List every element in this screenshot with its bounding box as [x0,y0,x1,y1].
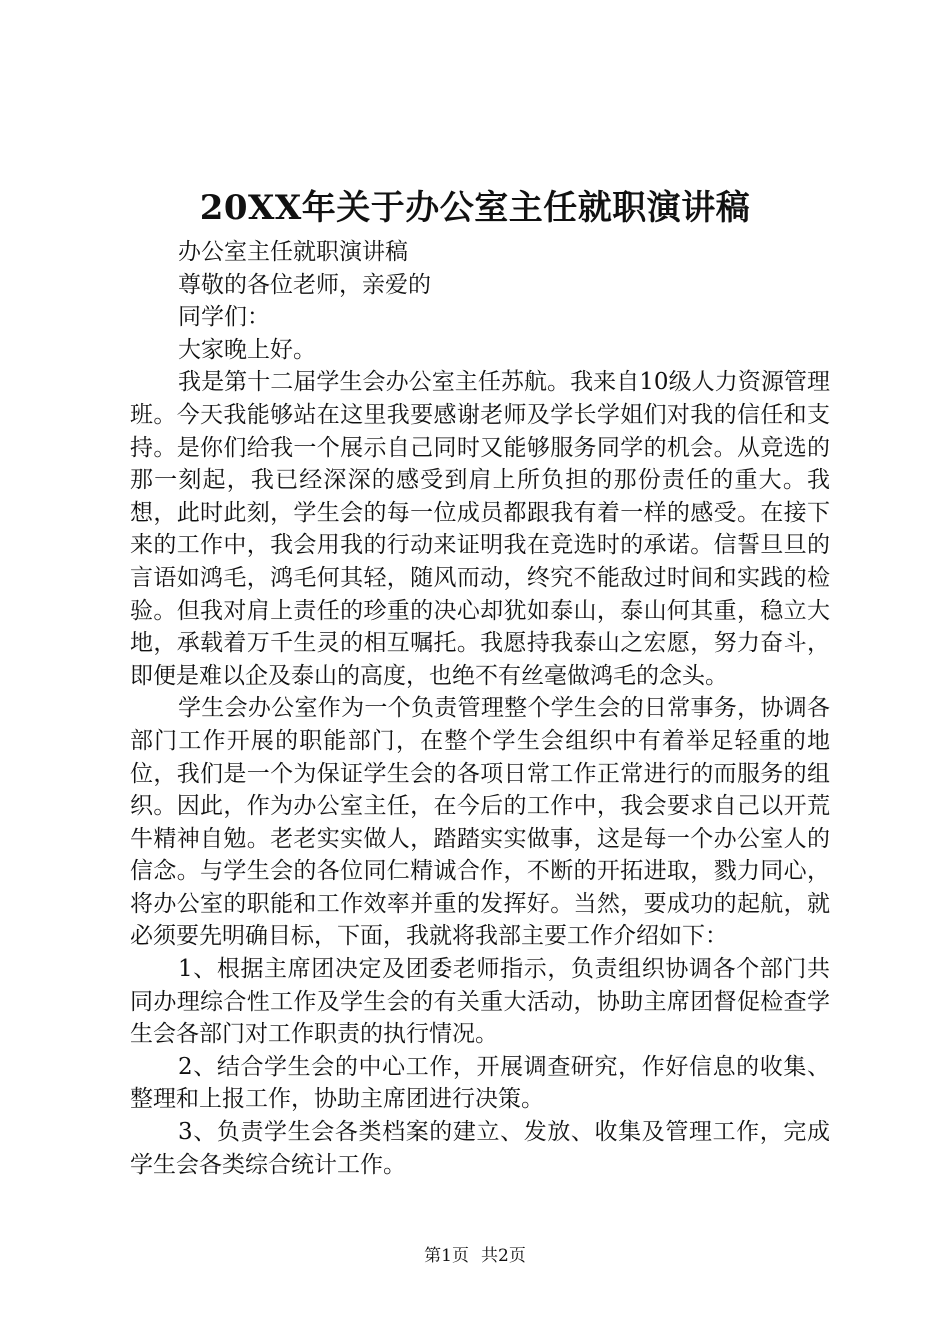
page-total: 共2页 [481,1246,526,1266]
paragraph-salutation: 尊敬的各位老师，亲爱的 [178,271,431,298]
page-number: 第1页 [424,1246,469,1266]
paragraph-duty-2: 2、结合学生会的中心工作，开展调查研究，作好信息的收集、整理和上报工作，协助主席团进行决策。 [130,1053,830,1113]
paragraph-greeting: 大家晚上好。 [178,336,316,363]
page-footer [0,1244,950,1268]
document-body [130,236,830,1181]
paragraph-subtitle: 办公室主任就职演讲稿 [178,239,408,265]
paragraph-office-role: 学生会办公室作为一个负责管理整个学生会的日常事务，协调各部门工作开展的职能部门，在整个学生会组织中有着举足轻重的地位，我们是一个为保证学生会的各项日常工作正常进行的而服务的组织。因此，作为办公室主任，在今后的工作中，我会要求自己以开荒牛精神自勉。老老实实做人，踏踏实实做事，这是每一个办公室人的信念。与学生会的各位同仁精诚合作，不断的开拓进取，戮力同心，将办公室的职能和工作效率并重的发挥好。当然，要成功的起航，就必须要先明确目标，下面，我就将我部主要工作介绍如下： [130,695,830,950]
paragraph-salutation-cont: 同学们： [178,304,270,331]
document-title: 20XX年关于办公室主任就职演讲稿 [199,188,751,228]
paragraph-duty-1: 1、根据主席团决定及团委老师指示，负责组织协调各个部门共同办理综合性工作及学生会的有关重大活动，协助主席团督促检查学生会各部门对工作职责的执行情况。 [130,956,830,1048]
paragraph-introduction: 我是第十二届学生会办公室主任苏航。我来自10级人力资源管理班。今天我能够站在这里我要感谢老师及学长学姐们对我的信任和支持。是你们给我一个展示自己同时又能够服务同学的机会。从竞选的那一刻起，我已经深深的感受到肩上所负担的那份责任的重大。我想，此时此刻，学生会的每一位成员都跟我有着一样的感受。在接下来的工作中，我会用我的行动来证明我在竞选时的承诺。信誓旦旦的言语如鸿毛，鸿毛何其轻，随风而动，终究不能敌过时间和实践的检验。但我对肩上责任的珍重的决心却犹如泰山，泰山何其重，稳立大地，承载着万千生灵的相互嘱托。我愿持我泰山之宏愿，努力奋斗，即便是难以企及泰山的高度，也绝不有丝毫做鸿毛的念头。 [130,369,830,689]
paragraph-duty-3: 3、负责学生会各类档案的建立、发放、收集及管理工作，完成学生会各类综合统计工作。 [130,1119,830,1178]
